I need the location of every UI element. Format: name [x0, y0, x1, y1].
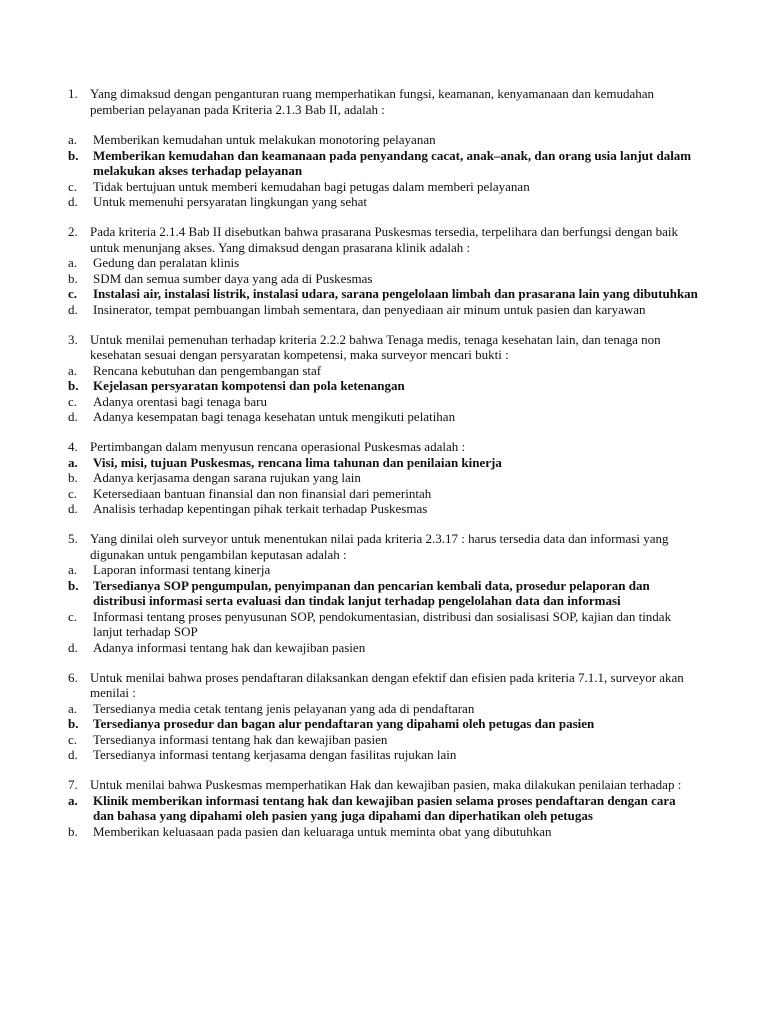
question-stem	[68, 86, 698, 117]
option-d	[68, 409, 698, 425]
option-b-correct	[68, 378, 698, 394]
option-text: SDM dan semua sumber daya yang ada di Puskesmas	[93, 270, 373, 286]
option-text: Untuk memenuhi persyaratan lingkungan yang sehat	[93, 194, 368, 209]
option-text: Kejelasan persyaratan kompotensi dan pola ketenangan	[93, 378, 405, 393]
option-a-correct	[68, 793, 698, 824]
option-text: Informasi tentang proses penyusunan SOP, pendokumentasian, distribusi dan sosialisasi SOP, kajian dan tindak lanjut terhadap SOP	[93, 608, 672, 639]
question-7	[68, 777, 698, 839]
option-a	[68, 562, 698, 578]
option-text: Adanya kesempatan bagi tenaga kesehatan untuk mengikuti pelatihan	[93, 409, 456, 424]
option-text: Visi, misi, tujuan Puskesmas, rencana lima tahunan dan penilaian kinerja	[93, 454, 502, 470]
option-letter: a.	[68, 362, 78, 378]
option-text: Rencana kebutuhan dan pengembangan staf	[93, 362, 322, 378]
option-letter: c.	[68, 393, 78, 409]
option-b	[68, 470, 698, 486]
option-text: Analisis terhadap kepentingan pihak terkait terhadap Puskesmas	[93, 501, 428, 516]
option-a	[68, 132, 698, 148]
option-text: Tersedianya SOP pengumpulan, penyimpanan dan pencarian kembali data, prosedur pelaporan dan distribusi informasi serta evaluasi dan tindak lanjut terhadap pengelolahan data dan informasi	[93, 577, 650, 608]
question-number: 2.	[68, 224, 78, 239]
option-b-correct	[68, 578, 698, 609]
option-letter: d.	[68, 301, 78, 317]
option-c	[68, 486, 698, 502]
question-number: 7.	[68, 777, 78, 792]
option-letter: c.	[68, 608, 78, 624]
option-letter: a.	[68, 700, 78, 716]
question-number: 5.	[68, 531, 78, 546]
option-b	[68, 824, 698, 840]
option-text: Memberikan kemudahan untuk melakukan monotoring pelayanan	[93, 132, 436, 147]
option-text: Ketersediaan bantuan finansial dan non finansial dari pemerintah	[93, 485, 432, 501]
option-d	[68, 194, 698, 210]
option-letter: b.	[68, 716, 79, 731]
option-d	[68, 640, 698, 656]
question-stem	[68, 777, 698, 793]
option-text: Tersedianya prosedur dan bagan alur pendaftaran yang dipahami oleh petugas dan pasien	[93, 716, 595, 731]
option-text: Laporan informasi tentang kinerja	[93, 562, 271, 577]
question-text: Untuk menilai bahwa proses pendaftaran dilaksankan dengan efektif dan efisien pada kriteria 7.1.1, surveyor akan menilai :	[90, 669, 684, 700]
option-c	[68, 609, 698, 640]
option-c-correct	[68, 286, 698, 302]
option-text: Memberikan keluasaan pada pasien dan keluaraga untuk meminta obat yang dibutuhkan	[93, 823, 552, 839]
option-letter: c.	[68, 731, 78, 747]
option-text: Memberikan kemudahan dan keamanaan pada penyandang cacat, anak–anak, dan orang usia lanjut dalam melakukan akses terhadap pelayanan	[93, 147, 692, 178]
option-a-correct	[68, 455, 698, 471]
option-letter: d.	[68, 747, 78, 762]
question-text: Untuk menilai bahwa Puskesmas memperhatikan Hak dan kewajiban pasien, maka dilakukan penilaian terhadap :	[90, 777, 682, 792]
option-letter: a.	[68, 792, 78, 808]
option-a	[68, 701, 698, 717]
option-letter: c.	[68, 286, 78, 301]
option-d	[68, 302, 698, 318]
question-text: Untuk menilai pemenuhan terhadap kriteria 2.2.2 bahwa Tenaga medis, tenaga kesehatan lain, dan tenaga non kesehatan sesuai dengan persyaratan kompetensi, maka surveyor mencari bukti :	[90, 331, 661, 362]
option-a	[68, 255, 698, 271]
question-6	[68, 670, 698, 763]
option-b	[68, 271, 698, 287]
option-text: Adanya informasi tentang hak dan kewajiban pasien	[93, 639, 366, 655]
question-number: 3.	[68, 331, 78, 347]
option-letter: a.	[68, 255, 78, 270]
option-letter: c.	[68, 485, 78, 501]
question-stem	[68, 332, 698, 363]
question-1	[68, 86, 698, 210]
question-4	[68, 439, 698, 517]
option-letter: b.	[68, 147, 79, 163]
option-d	[68, 747, 698, 763]
question-text: Pada kriteria 2.1.4 Bab II disebutkan bahwa prasarana Puskesmas tersedia, terpelihara dan berfungsi dengan baik untuk menunjang akses. Yang dimaksud dengan prasarana klinik adalah :	[90, 224, 679, 255]
question-number: 6.	[68, 669, 78, 685]
option-letter: a.	[68, 454, 78, 470]
option-text: Tersedianya informasi tentang hak dan kewajiban pasien	[93, 731, 388, 747]
option-text: Adanya kerjasama dengan sarana rujukan yang lain	[93, 470, 361, 485]
question-5	[68, 531, 698, 655]
option-letter: a.	[68, 562, 78, 577]
question-stem	[68, 670, 698, 701]
option-c	[68, 732, 698, 748]
option-text: Insinerator, tempat pembuangan limbah sementara, dan penyediaan air minum untuk pasien dan karyawan	[93, 301, 646, 317]
option-c	[68, 394, 698, 410]
question-2	[68, 224, 698, 317]
option-letter: b.	[68, 577, 79, 593]
option-text: Adanya orentasi bagi tenaga baru	[93, 393, 267, 409]
option-letter: c.	[68, 178, 78, 194]
option-text: Gedung dan peralatan klinis	[93, 255, 240, 270]
option-letter: b.	[68, 470, 78, 485]
option-d	[68, 501, 698, 517]
question-text: Pertimbangan dalam menyusun rencana operasional Puskesmas adalah :	[90, 439, 466, 454]
option-text: Instalasi air, instalasi listrik, instalasi udara, sarana pengelolaan limbah dan prasarana lain yang dibutuhkan	[93, 286, 698, 301]
option-letter: b.	[68, 270, 78, 286]
option-letter: d.	[68, 409, 78, 424]
option-a	[68, 363, 698, 379]
option-b-correct	[68, 148, 698, 179]
question-stem	[68, 439, 698, 455]
option-letter: b.	[68, 823, 78, 839]
option-letter: d.	[68, 194, 78, 209]
option-text: Tersedianya informasi tentang kerjasama dengan fasilitas rujukan lain	[93, 747, 457, 762]
option-text: Klinik memberikan informasi tentang hak dan kewajiban pasien selama proses pendaftaran dengan cara dan bahasa yang dipahami oleh pasien yang juga dipahami dan diperhatikan oleh petugas	[93, 792, 676, 823]
question-number: 1.	[68, 86, 78, 101]
question-3	[68, 332, 698, 425]
option-letter: d.	[68, 639, 78, 655]
option-letter: d.	[68, 501, 78, 516]
option-text: Tersedianya media cetak tentang jenis pelayanan yang ada di pendaftaran	[93, 700, 475, 716]
question-text: Yang dinilai oleh surveyor untuk menentukan nilai pada kriteria 2.3.17 : harus tersedia data dan informasi yang digunakan untuk pengambilan keputasan adalah :	[90, 531, 669, 562]
option-letter: b.	[68, 378, 79, 393]
option-letter: a.	[68, 132, 78, 147]
question-stem	[68, 224, 698, 255]
option-text: Tidak bertujuan untuk memberi kemudahan bagi petugas dalam memberi pelayanan	[93, 178, 530, 194]
question-number: 4.	[68, 439, 78, 454]
question-text: Yang dimaksud dengan penganturan ruang memperhatikan fungsi, keamanan, kenyamanaan dan kemudahan pemberian pelayanan pada Kriteria 2.1.3 Bab II, adalah :	[90, 86, 655, 117]
option-b-correct	[68, 716, 698, 732]
option-c	[68, 179, 698, 195]
question-stem	[68, 531, 698, 562]
